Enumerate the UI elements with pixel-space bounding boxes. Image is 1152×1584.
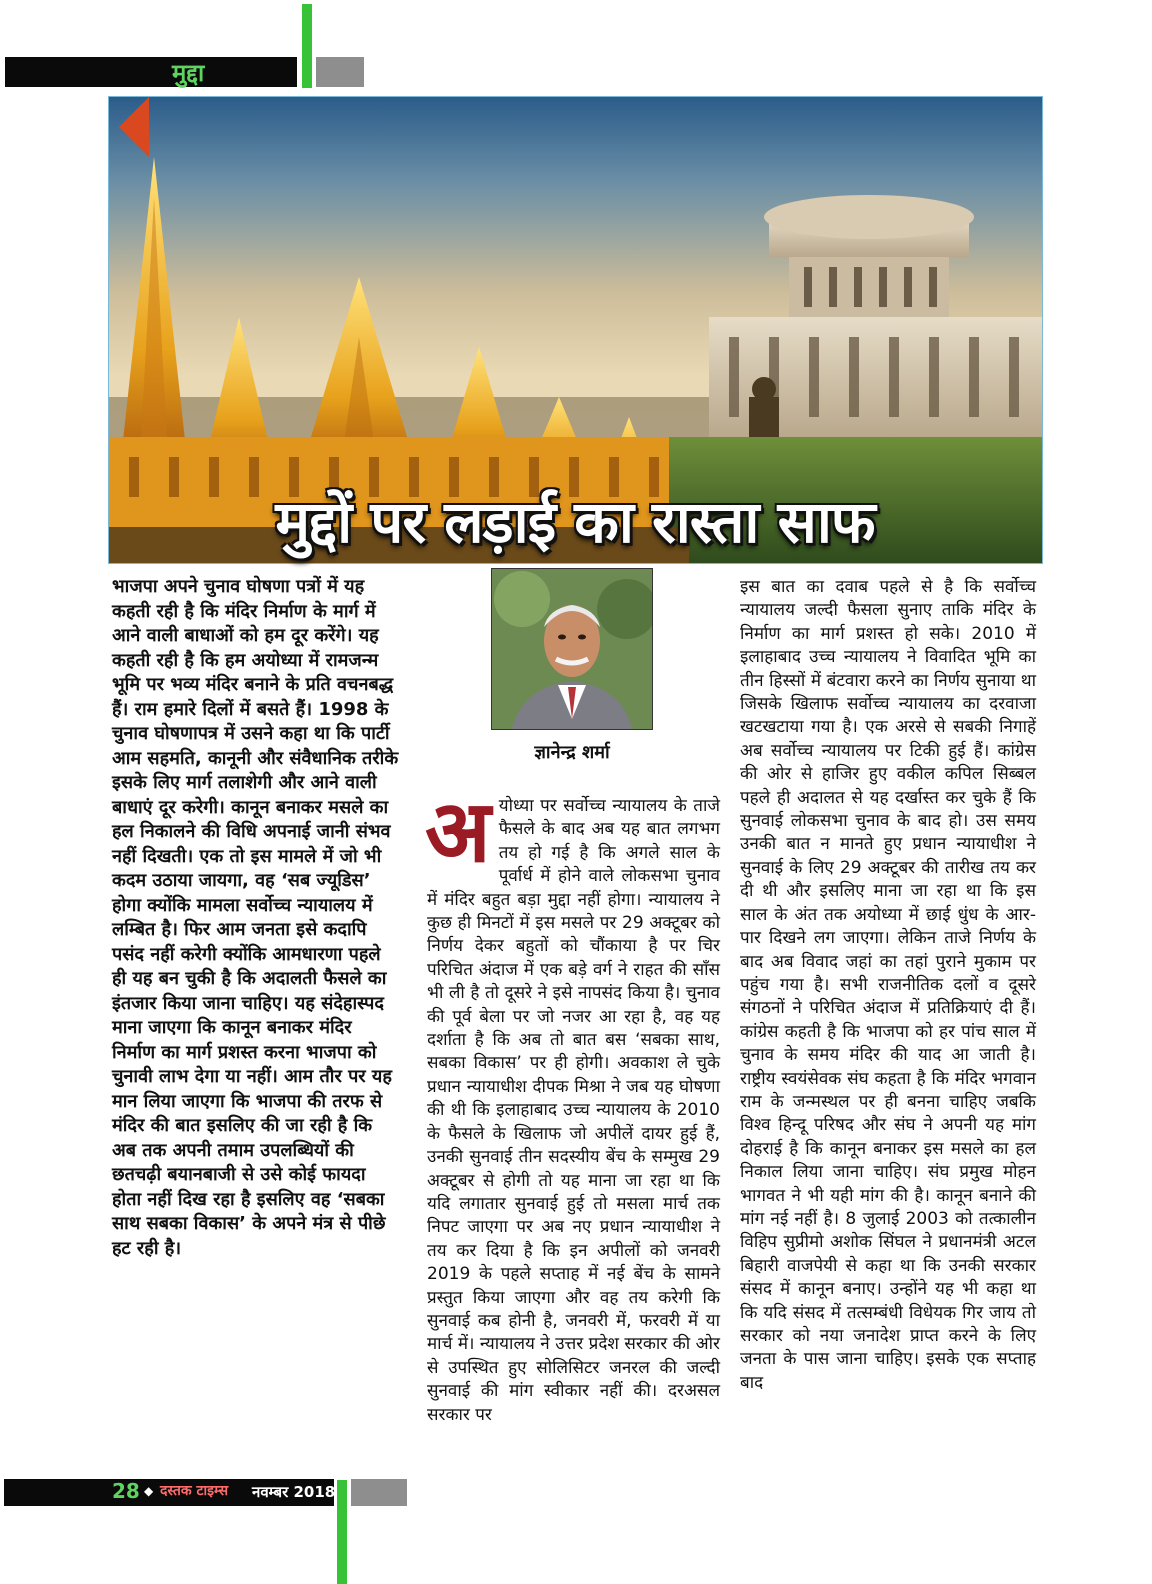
- column-2-text: योध्या पर सर्वोच्च न्यायालय के ताजे फैसले के बाद अब यह बात लगभग तय हो गई है कि अगले साल के पूर्वार्ध में होने वाले लोकसभा चुनाव में मंदिर बहुत बड़ा मुद्दा नहीं होगा। न्यायालय ने कुछ ही मिनटों में इस मसले पर 29 अक्टूबर को निर्णय देकर बहुतों को चौंकाया है पर चिर परिचित अंदाज में एक बड़े वर्ग ने राहत की साँस भी ली है तो दूसरे ने इसे नापसंद किया है। चुनाव की पूर्व बेला पर जो नजर आ रहा है, वह यह दर्शाता है कि अब तो बात बस ‘सबका साथ, सबका विकास’ पर ही होगी। अवकाश ले चुके प्रधान न्यायाधीश दीपक मिश्रा ने जब यह घोषणा की थी कि इलाहाबाद उच्च न्यायालय के 2010 के फैसले के खिलाफ जो अपीलें दायर हुई हैं, उनकी सुनवाई तीन सदस्यीय बेंच के सम्मुख 29 अक्टूबर से होगी तो यह माना जा रहा था कि यदि लगातार सुनवाई हुई तो मसला मार्च तक निपट जाएगा पर अब नए प्रधान न्यायाधीश ने तय कर दिया है कि इन अपीलों को जनवरी 2019 के पहले सप्ताह में नई बेंच के सामने प्रस्तुत किया जाएगा और वह तय करेगी कि सुनवाई कब होनी है, जनवरी में, फरवरी में या मार्च में। न्यायालय ने उत्तर प्रदेश सरकार की ओर से उपस्थित हुए सोलिसिटर जनरल की जल्दी सुनवाई की मांग स्वीकार नहीं की। दरअसल सरकार पर: [427, 796, 720, 1425]
- footer-accent-stripe: [337, 1480, 347, 1584]
- footer-gray-block: [351, 1479, 407, 1506]
- page-number: 28: [112, 1479, 140, 1503]
- article-column-3: [740, 576, 1036, 1395]
- intro-column: [112, 575, 400, 1261]
- section-header-bar: [5, 57, 297, 87]
- intro-text: भाजपा अपने चुनाव घोषणा पत्रों में यह कहती रही है कि मंदिर निर्माण के मार्ग में आने वाली बाधाओं को हम दूर करेंगे। यह कहती रही है कि हम अयोध्या में रामजन्म भूमि पर भव्य मंदिर बनाने के प्रति वचनबद्ध हैं। राम हमारे दिलों में बसते हैं। 1998 के चुनाव घोषणापत्र में उसने कहा था कि पार्टी आम सहमति, कानूनी और संवैधानिक तरीके इसके लिए मार्ग तलाशेगी और आने वाली बाधाएं दूर करेगी। कानून बनाकर मसले का हल निकालने की विधि अपनाई जानी संभव नहीं दिखती। एक तो इस मामले में जो भी कदम उठाया जायगा, वह ‘सब ज्यूडिस’ होगा क्योंकि मामला सर्वोच्च न्यायालय में लम्बित है। फिर आम जनता इसे कदापि पसंद नहीं करेगी क्योंकि आमधारणा पहले ही यह बन चुकी है कि अदालती फैसले का इंतजार किया जाना चाहिए। यह संदेहास्पद माना जाएगा कि कानून बनाकर मंदिर निर्माण का मार्ग प्रशस्त करना भाजपा को चुनावी लाभ देगा या नहीं। आम तौर पर यह मान लिया जाएगा कि भाजपा की तरफ से मंदिर की बात इसलिए की जा रही है कि अब तक अपनी तमाम उपलब्धियों की छतचढ़ी बयानबाजी से उसे कोई फायदा होता नहीं दिख रहा है इसलिए वह ‘सबका साथ सबका विकास’ के अपने मंत्र से पीछे हट रही है।: [112, 576, 399, 1259]
- drop-cap: अ: [425, 781, 491, 882]
- author-photo: [491, 568, 653, 730]
- issue-date: नवम्बर 2018: [252, 1483, 336, 1501]
- author-name: ज्ञानेन्द्र शर्मा: [534, 742, 610, 763]
- header-gray-block: [316, 57, 364, 87]
- column-3-text: इस बात का दवाब पहले से है कि सर्वोच्च न्यायालय जल्दी फैसला सुनाए ताकि मंदिर के निर्माण का मार्ग प्रशस्त हो सके। 2010 में इलाहाबाद उच्च न्यायालय ने विवादित भूमि का तीन हिस्सों में बंटवारा करने का निर्णय सुनाया था जिसके खिलाफ सर्वोच्च न्यायालय का दरवाजा खटखटाया गया है। एक अरसे से सबकी निगाहें अब सर्वोच्च न्यायालय पर टिकी हुई हैं। कांग्रेस की ओर से हाजिर हुए वकील कपिल सिब्बल पहले ही अदालत से यह दर्खास्त कर चुके हैं कि सुनवाई लोकसभा चुनाव के बाद हो। उस समय उनकी बात न मानते हुए प्रधान न्यायाधीश ने सुनवाई के लिए 29 अक्टूबर की तारीख तय कर दी थी और इसलिए माना जा रहा था कि इस साल के अंत तक अयोध्या में छाई धुंध के आर-पार दिखने लग जाएगा। लेकिन ताजे निर्णय के बाद अब विवाद जहां का तहां पुराने मुकाम पर पहुंच गया है। सभी राजनीतिक दलों व दूसरे संगठनों ने परिचित अंदाज में प्रतिक्रियाएं दी हैं। कांग्रेस कहती है कि भाजपा को हर पांच साल में चुनाव के समय मंदिर की याद आ जाती है। राष्ट्रीय स्वयंसेवक संघ कहता है कि मंदिर भगवान राम के जन्मस्थल पर ही बनना चाहिए जबकि विश्व हिन्दू परिषद और संघ ने अपनी यह मांग दोहराई है कि कानून बनाकर इस मसले का हल निकाल लिया जाना चाहिए। संघ प्रमुख मोहन भागवत ने भी यही मांग की है। कानून बनाने की मांग नई नहीं है। 8 जुलाई 2003 को तत्कालीन विहिप सुप्रीमो अशोक सिंघल ने प्रधानमंत्री अटल बिहारी वाजपेयी से कहा था कि उनकी सरकार संसद में कानून बनाए। उन्होंने यह भी कहा था कि यदि संसद में तत्सम्बंधी विधेयक गिर जाय तो सरकार को नया जनादेश प्राप्त करने के लिए जनता के पास जाना चाहिए। इसके एक सप्ताह बाद: [740, 577, 1036, 1393]
- magazine-name: दस्तक टाइम्स: [160, 1483, 229, 1499]
- section-label: मुद्दा: [172, 59, 205, 87]
- footer-bullet-icon: ◆: [144, 1484, 154, 1498]
- article-headline: मुद्दों पर लड़ाई का रास्ता साफ: [275, 488, 875, 556]
- header-accent-stripe: [302, 4, 312, 88]
- article-column-2: [425, 781, 720, 1427]
- author-portrait-illustration: [492, 569, 652, 729]
